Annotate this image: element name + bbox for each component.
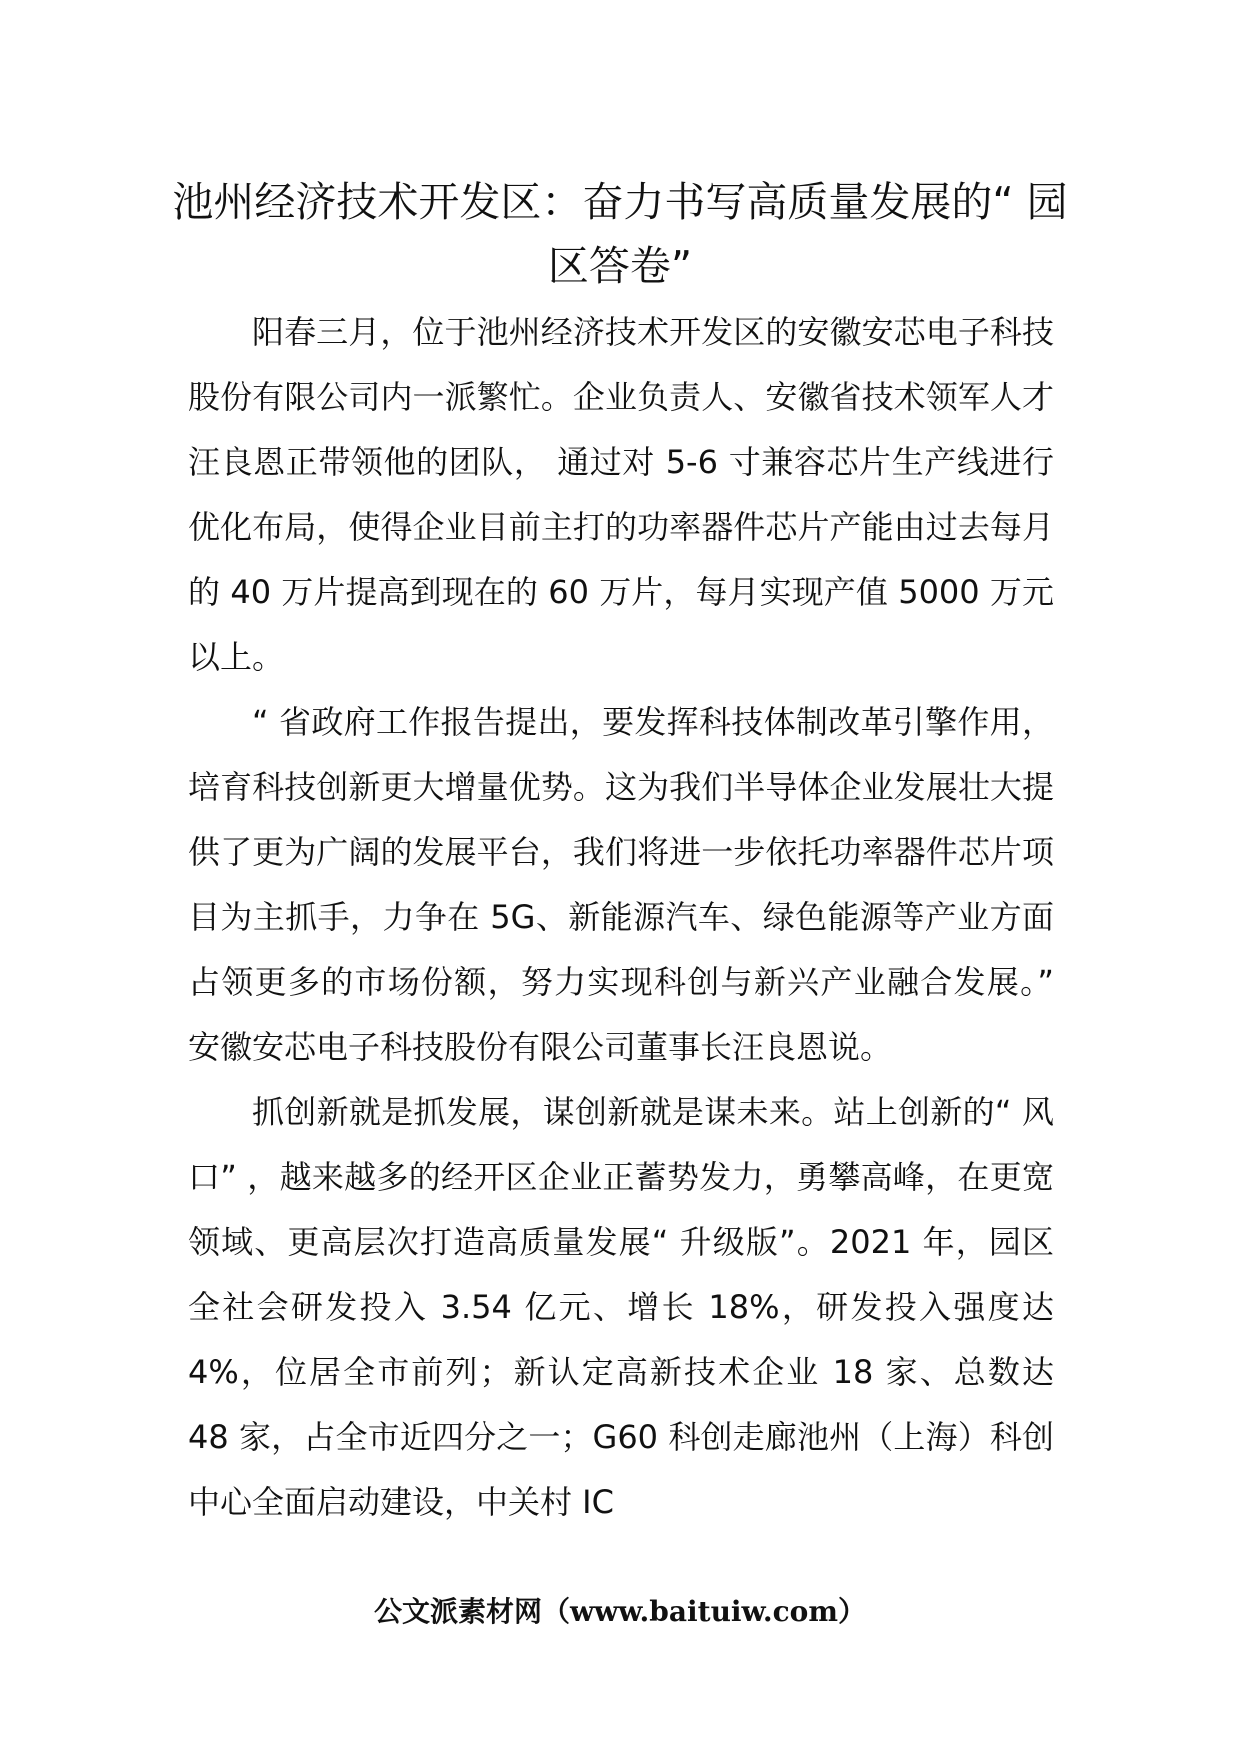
paragraph-1: 阳春三月，位于池州经济技术开发区的安徽安芯电子科技股份有限公司内一派繁忙。企业负责人、安徽省技术领军人才汪良恩正带领他的团队， 通过对 5-6 寸兼容芯片生产线进行优化布局，使得企业目前主打的功率器件芯片产能由过去每月的 40 万片提高到现在的 60 万片，每月实现产值 5000 万元以上。 [188, 313, 1054, 676]
paragraph-2: “ 省政府工作报告提出，要发挥科技体制改革引擎作用，培育科技创新更大增量优势。这为我们半导体企业发展壮大提供了更为广阔的发展平台，我们将进一步依托功率器件芯片项目为主抓手，力争在 5G、新能源汽车、绿色能源等产业方面占领更多的市场份额，努力实现科创与新兴产业融合发展。” 安徽安芯电子科技股份有限公司董事长汪良恩说。 [188, 703, 1054, 1066]
paragraph-3: 抓创新就是抓发展，谋创新就是谋未来。站上创新的“ 风口” ，越来越多的经开区企业正蓄势发力，勇攀高峰，在更宽领域、更高层次打造高质量发展“ 升级版”。2021 年，园区全社会研发投入 3.54 亿元、增长 18%，研发投入强度达 4%，位居全市前列；新认定高新技术企业 18 家、总数达 48 家，占全市近四分之一；G60 科创走廊池州（上海）科创中心全面启动建设，中关村 IC [188, 1093, 1054, 1521]
footer-watermark: 公文派素材网（www.baituiw.com） [374, 1595, 866, 1628]
document-title: 池州经济技术开发区：奋力书写高质量发展的“ 园区答卷” [172, 178, 1068, 290]
document-body [188, 300, 1054, 1535]
